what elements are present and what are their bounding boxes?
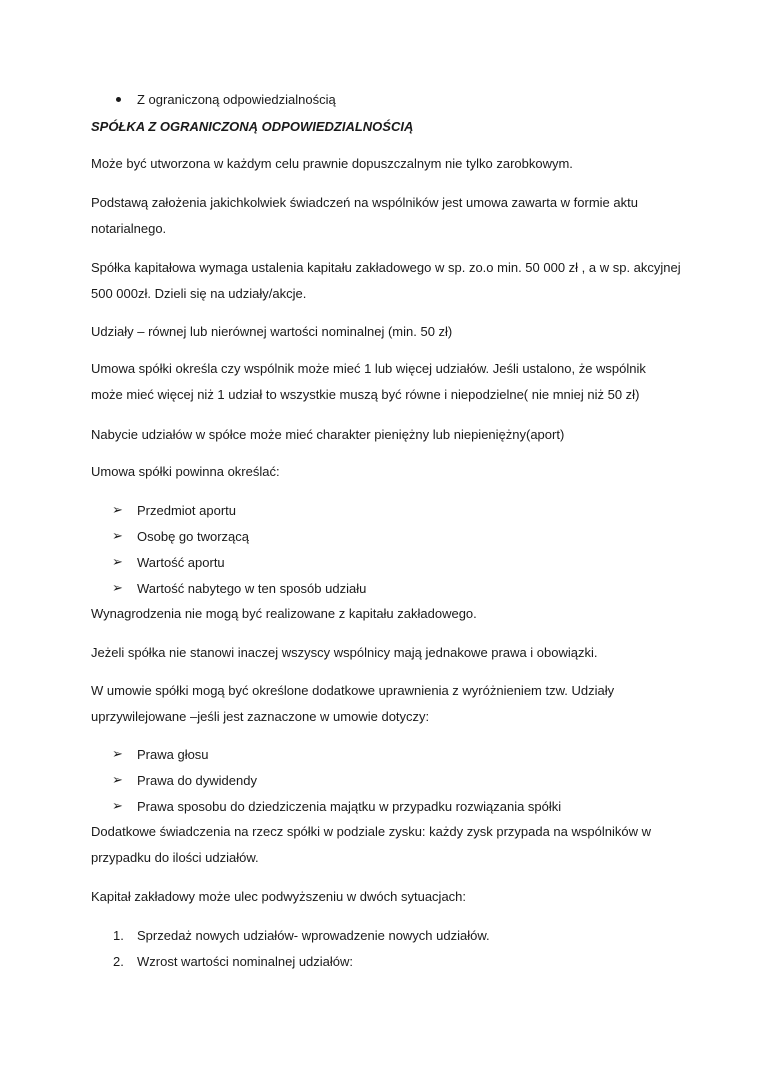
paragraph: Może być utworzona w każdym celu prawnie dopuszczalnym nie tylko zarobkowym.	[91, 156, 573, 171]
numbered-item: Wzrost wartości nominalnej udziałów:	[137, 954, 354, 969]
paragraph: przypadku do ilości udziałów.	[91, 850, 259, 865]
list-number: 1.	[113, 928, 124, 943]
list-item: Prawa do dywidendy	[137, 773, 257, 788]
paragraph: Umowa spółki określa czy wspólnik może mieć 1 lub więcej udziałów. Jeśli ustalono, że wspólnik	[91, 361, 646, 376]
arrow-bullet-icon: ➢	[112, 798, 123, 813]
paragraph: notarialnego.	[91, 221, 167, 236]
bullet-dot-icon	[116, 97, 121, 102]
numbered-item: Sprzedaż nowych udziałów- wprowadzenie nowych udziałów.	[137, 928, 490, 943]
paragraph: Spółka kapitałowa wymaga ustalenia kapitału zakładowego w sp. zo.o min. 50 000 zł , a w sp. akcyjnej	[91, 260, 681, 275]
paragraph: Umowa spółki powinna określać:	[91, 464, 280, 479]
list-item: Prawa sposobu do dziedziczenia majątku w przypadku rozwiązania spółki	[137, 799, 562, 814]
paragraph: Nabycie udziałów w spółce może mieć charakter pieniężny lub niepieniężny(aport)	[91, 427, 565, 442]
arrow-bullet-icon: ➢	[112, 746, 123, 761]
paragraph: Podstawą założenia jakichkolwiek świadczeń na wspólników jest umowa zawarta w formie aktu	[91, 195, 638, 210]
paragraph: Udziały – równej lub nierównej wartości nominalnej (min. 50 zł)	[91, 324, 453, 339]
arrow-bullet-icon: ➢	[112, 772, 123, 787]
section-heading: SPÓŁKA Z OGRANICZONĄ ODPOWIEDZIALNOŚCIĄ	[91, 119, 414, 134]
paragraph: uprzywilejowane –jeśli jest zaznaczone w umowie dotyczy:	[91, 709, 430, 724]
top-bullet-text: Z ograniczoną odpowiedzialnością	[137, 92, 336, 107]
paragraph: Dodatkowe świadczenia na rzecz spółki w podziale zysku: każdy zysk przypada na wspólników w	[91, 824, 651, 839]
arrow-bullet-icon: ➢	[112, 554, 123, 569]
list-item: Osobę go tworzącą	[137, 529, 250, 544]
list-item: Wartość aportu	[137, 555, 225, 570]
list-number: 2.	[113, 954, 124, 969]
paragraph: W umowie spółki mogą być określone dodatkowe uprawnienia z wyróżnieniem tzw. Udziały	[91, 683, 615, 698]
list-item: Przedmiot aportu	[137, 503, 236, 518]
paragraph: 500 000zł. Dzieli się na udziały/akcje.	[91, 286, 307, 301]
arrow-bullet-icon: ➢	[112, 580, 123, 595]
paragraph: może mieć więcej niż 1 udział to wszystkie muszą być równe i niepodzielne( nie mniej niż 50 zł)	[91, 387, 640, 402]
paragraph: Kapitał zakładowy może ulec podwyższeniu w dwóch sytuacjach:	[91, 889, 467, 904]
paragraph: Wynagrodzenia nie mogą być realizowane z kapitału zakładowego.	[91, 606, 477, 621]
arrow-bullet-icon: ➢	[112, 528, 123, 543]
list-item: Prawa głosu	[137, 747, 209, 762]
paragraph: Jeżeli spółka nie stanowi inaczej wszyscy wspólnicy mają jednakowe prawa i obowiązki.	[91, 645, 598, 660]
arrow-bullet-icon: ➢	[112, 502, 123, 517]
list-item: Wartość nabytego w ten sposób udziału	[137, 581, 367, 596]
